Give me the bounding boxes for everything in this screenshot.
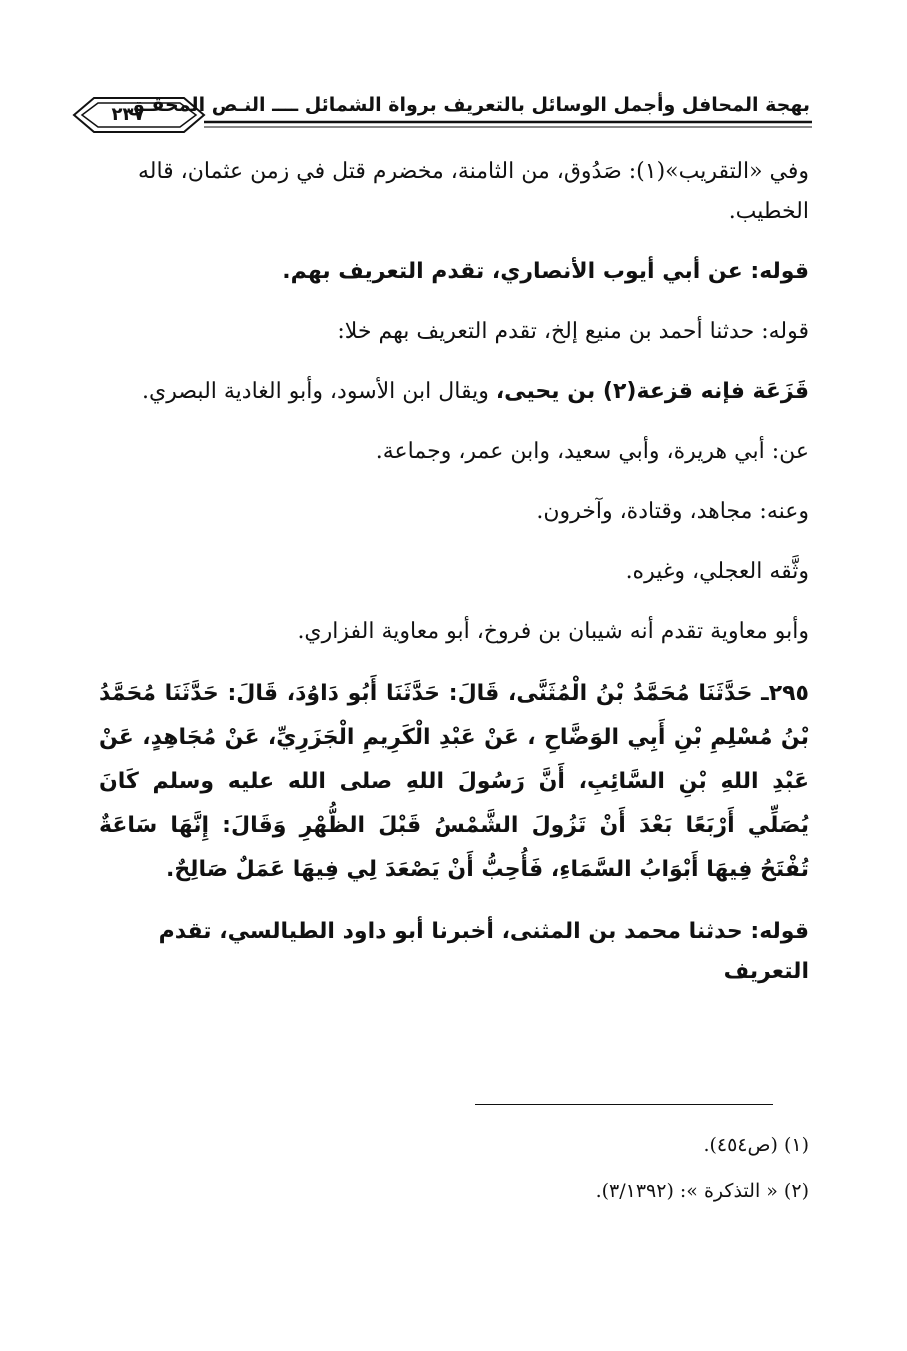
main-text	[99, 152, 809, 1012]
page-number: ٢٣٧	[111, 104, 145, 125]
footnote-2: (٢) « التذكرة »: (٣/١٣٩٢).	[595, 1180, 809, 1202]
paragraph-narrated-by: وعنه: مجاهد، وقتادة، وآخرون.	[536, 499, 809, 524]
footnotes	[109, 1122, 809, 1214]
footnote-1: (١) (ص٤٥٤).	[703, 1134, 809, 1156]
header-title: بهجة المحافل وأجمل الوسائل بالتعريف برواة الشمائل ــــ النـص المحقـق	[127, 94, 810, 116]
paragraph-abu-ayyub: قوله: عن أبي أيوب الأنصاري، تقدم التعريف بهم.	[282, 259, 809, 284]
paragraph-muhammad-ibn-muthanna: قوله: حدثنا محمد بن المثنى، أخبرنا أبو داود الطيالسي، تقدم التعريف	[158, 919, 809, 984]
paragraph-abu-muawiya: وأبو معاوية تقدم أنه شيبان بن فروخ، أبو معاوية الفزاري.	[297, 619, 809, 644]
paragraph-tawthiq: وثَّقه العجلي، وغيره.	[625, 559, 809, 584]
paragraph-ahmad-ibn-mani: قوله: حدثنا أحمد بن منيع إلخ، تقدم التعريف بهم خلا:	[337, 319, 809, 344]
footnote-divider	[475, 1104, 773, 1105]
qazaa-details: ويقال ابن الأسود، وأبو الغادية البصري.	[142, 379, 496, 404]
running-header	[60, 92, 820, 138]
paragraph-taqrib: وفي «التقريب»(١): صَدُوق، من الثامنة، مخضرم قتل في زمن عثمان، قاله الخطيب.	[137, 159, 809, 224]
paragraph-narrated-from: عن: أبي هريرة، وأبي سعيد، وابن عمر، وجماعة.	[375, 439, 809, 464]
qazaa-name: قَزَعَة فإنه قزعة(٢) بن يحيى،	[495, 379, 809, 404]
hadith-295: ٢٩٥ـ حَدَّثَنَا مُحَمَّدُ بْنُ الْمُثَنَّى، قَالَ: حَدَّثَنَا أَبُو دَاوُدَ، قَالَ: حَدَّثَنَا مُحَمَّدُ بْنُ مُسْلِمِ بْنِ أَبِي الوَضَّاحِ ، عَنْ عَبْدِ الْكَرِيمِ الْجَزَرِيِّ، عَنْ مُجَاهِدٍ، عَنْ عَبْدِ اللهِ بْنِ السَّائِبِ، أَنَّ رَسُولَ اللهِ صلى الله عليه وسلم كَانَ يُصَلِّي أَرْبَعًا بَعْدَ أَنْ تَزُولَ الشَّمْسُ قَبْلَ الظُّهْرِ وَقَالَ: إِنَّهَا سَاعَةٌ تُفْتَحُ فِيهَا أَبْوَابُ السَّمَاءِ، فَأُحِبُّ أَنْ يَصْعَدَ لِي فِيهَا عَمَلٌ صَالِحٌ.	[99, 681, 809, 882]
paragraph-qazaa	[99, 372, 809, 412]
